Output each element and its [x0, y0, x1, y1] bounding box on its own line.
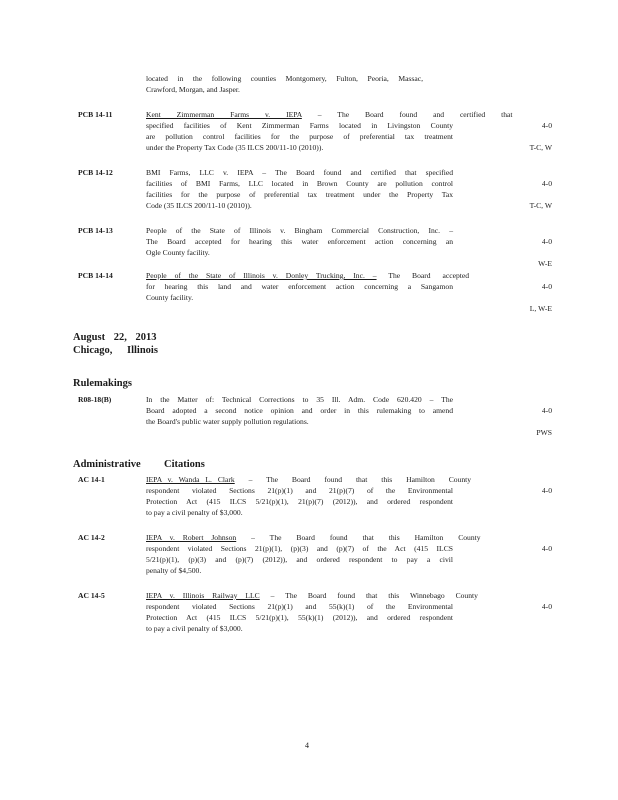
- case-number: AC 14-1: [78, 475, 105, 484]
- text-line: located in the following counties Montgomery, Fulton, Peoria, Massac,: [146, 74, 423, 83]
- vote-code: 4-0 T-C, W: [529, 179, 552, 210]
- text-line: The Board accepted for hearing this water enforcement action concerning an: [146, 237, 453, 246]
- case-number: PCB 14-12: [78, 168, 113, 177]
- case-number: AC 14-5: [78, 591, 105, 600]
- text-line: under the Property Tax Code (35 ILCS 200/11-10 (2010)).: [146, 143, 324, 152]
- case-title: IEPA v. Robert Johnson: [146, 533, 237, 542]
- text-line: County facility.: [146, 293, 194, 302]
- section-heading-rulemakings: Rulemakings: [73, 378, 132, 389]
- text-line: Board adopted a second notice opinion and order in this rulemaking to amend: [146, 406, 453, 415]
- text-line: In the Matter of: Technical Corrections to 35 Ill. Adm. Code 620.420 – The: [146, 395, 453, 404]
- text-line: 5/21(p)(1), (p)(3) and (p)(7) (2012)), and ordered respondent to pay a civil: [146, 555, 453, 564]
- text-line: facilities of BMI Farms, LLC located in Brown County are pollution control: [146, 179, 453, 188]
- section-heading-citations: Citations: [164, 459, 205, 470]
- citation-summary: [146, 474, 472, 518]
- vote-code: 4-0: [541, 602, 552, 611]
- text-line: Crawford, Morgan, and Jasper.: [146, 85, 240, 94]
- vote-code: 4-0 PWS: [536, 406, 552, 437]
- text-line: the Board's public water supply pollution regulations.: [146, 417, 309, 426]
- text-line: People of the State of Illinois v. Bingham Commercial Construction, Inc. –: [146, 226, 453, 235]
- vote-code: 4-0 T-C, W: [529, 121, 552, 152]
- continuation-text: [146, 73, 423, 95]
- text-line: Ogle County facility.: [146, 248, 210, 257]
- vote-code: 4-0 L, W-E: [529, 282, 552, 313]
- case-title: Kent Zimmerman Farms v. IEPA: [146, 110, 302, 119]
- case-number: PCB 14-11: [78, 110, 113, 119]
- case-number: PCB 14-14: [78, 271, 113, 280]
- page-number: 4: [305, 741, 309, 750]
- case-summary: [146, 109, 513, 153]
- meeting-heading: [73, 331, 158, 357]
- text-line: respondent violated Sections 21(p)(1), (p)(3) and (p)(7) of the Act (415 ILCS: [146, 544, 453, 553]
- section-heading-administrative: Administrative: [73, 459, 141, 470]
- case-title: People of the State of Illinois v. Donley Trucking, Inc. –: [146, 271, 377, 280]
- case-number: R08-18(B): [78, 395, 112, 404]
- text-line: specified facilities of Kent Zimmerman Farms located in Livingston County: [146, 121, 453, 130]
- text-line: IEPA v. Robert Johnson – The Board found that this Hamilton County: [146, 533, 481, 542]
- vote-code: 4-0 W-E: [538, 237, 552, 268]
- text-line: respondent violated Sections 21(p)(1) and 55(k)(1) of the Environmental: [146, 602, 453, 611]
- text-line: Code (35 ILCS 200/11-10 (2010)).: [146, 201, 252, 210]
- text-line: respondent violated Sections 21(p)(1) and 21(p)(7) of the Environmental: [146, 486, 453, 495]
- text-line: People of the State of Illinois v. Donley Trucking, Inc. – The Board accepted: [146, 271, 470, 280]
- text-line: penalty of $4,500.: [146, 566, 202, 575]
- case-summary: [146, 167, 453, 211]
- case-summary: [146, 225, 453, 258]
- vote-code: 4-0: [541, 486, 552, 495]
- case-number: PCB 14-13: [78, 226, 113, 235]
- text-line: for hearing this land and water enforcement action concerning a Sangamon: [146, 282, 453, 291]
- text-line: to pay a civil penalty of $3,000.: [146, 508, 243, 517]
- citation-summary: [146, 532, 481, 576]
- text-line: Protection Act (415 ILCS 5/21(p)(1), 21(p)(7) (2012)), and ordered respondent: [146, 497, 453, 506]
- case-title: IEPA v. Wanda L. Clark: [146, 475, 235, 484]
- case-number: AC 14-2: [78, 533, 105, 542]
- text-line: to pay a civil penalty of $3,000.: [146, 624, 243, 633]
- text-line: BMI Farms, LLC v. IEPA – The Board found and certified that specified: [146, 168, 453, 177]
- text-line: Kent Zimmerman Farms v. IEPA – The Board found and certified that: [146, 110, 513, 119]
- vote-code: 4-0: [541, 544, 552, 553]
- meeting-location: Chicago, Illinois: [73, 345, 158, 356]
- meeting-date: August 22, 2013: [73, 332, 157, 343]
- text-line: Protection Act (415 ILCS 5/21(p)(1), 55(k)(1) (2012)), and ordered respondent: [146, 613, 453, 622]
- text-line: IEPA v. Wanda L. Clark – The Board found that this Hamilton County: [146, 475, 472, 484]
- citation-summary: [146, 590, 478, 634]
- text-line: are pollution control facilities for the purpose of preferential tax treatment: [146, 132, 453, 141]
- rulemaking-summary: [146, 394, 453, 427]
- text-line: IEPA v. Illinois Railway LLC – The Board found that this Winnebago County: [146, 591, 478, 600]
- text-line: facilities for the purpose of preferential tax treatment under the Property Tax: [146, 190, 453, 199]
- case-title: IEPA v. Illinois Railway LLC: [146, 591, 260, 600]
- case-summary: [146, 270, 470, 303]
